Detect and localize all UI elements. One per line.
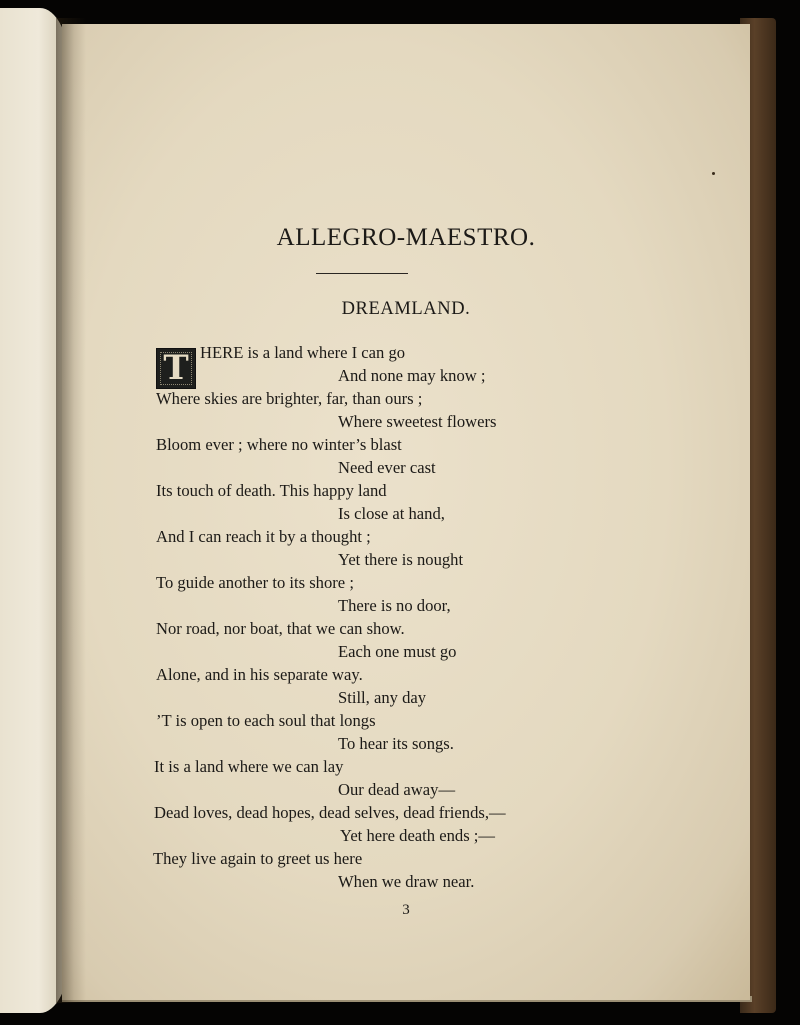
poem-title: DREAMLAND. <box>341 299 471 319</box>
poem-line: There is no door, <box>338 596 451 615</box>
poem-line: Its touch of death. This happy land <box>156 481 387 500</box>
poem-line: To hear its songs. <box>338 734 454 753</box>
poem-line: Still, any day <box>338 688 427 707</box>
poem-line: Yet here death ends ;— <box>340 826 495 845</box>
section-title: ALLEGRO-MAESTRO. <box>276 224 536 251</box>
poem-line: Dead loves, dead hopes, dead selves, dead friends,— <box>154 803 506 822</box>
poem-line: Each one must go <box>338 642 457 661</box>
poem-line: Where skies are brighter, far, than ours ; <box>156 389 423 408</box>
poem-line: HERE is a land where I can go <box>200 343 406 362</box>
poem-line: Need ever cast <box>338 458 436 477</box>
page-speck <box>712 172 715 175</box>
poem-line: And I can reach it by a thought ; <box>156 527 371 546</box>
title-divider <box>316 273 408 274</box>
poem-line: Alone, and in his separate way. <box>156 665 363 684</box>
poem-line: Our dead away— <box>338 780 456 799</box>
poem-line: ’T is open to each soul that longs <box>156 711 376 730</box>
poem-line: When we draw near. <box>338 872 475 891</box>
page-number: 3 <box>402 902 410 918</box>
poem-line: And none may know ; <box>338 366 486 385</box>
poem-line: Yet there is nought <box>338 550 464 569</box>
poem-line: Where sweetest flowers <box>338 412 497 431</box>
poem-line: Nor road, nor boat, that we can show. <box>156 619 405 638</box>
poem-line: Bloom ever ; where no winter’s blast <box>156 435 402 454</box>
poem-line: It is a land where we can lay <box>154 757 344 776</box>
poem-line: They live again to greet us here <box>153 849 363 868</box>
right-page <box>62 24 750 1000</box>
drop-cap: T <box>156 348 196 389</box>
poem-line: Is close at hand, <box>338 504 445 523</box>
poem-line: To guide another to its shore ; <box>156 573 354 592</box>
gutter-shadow <box>56 18 86 1003</box>
